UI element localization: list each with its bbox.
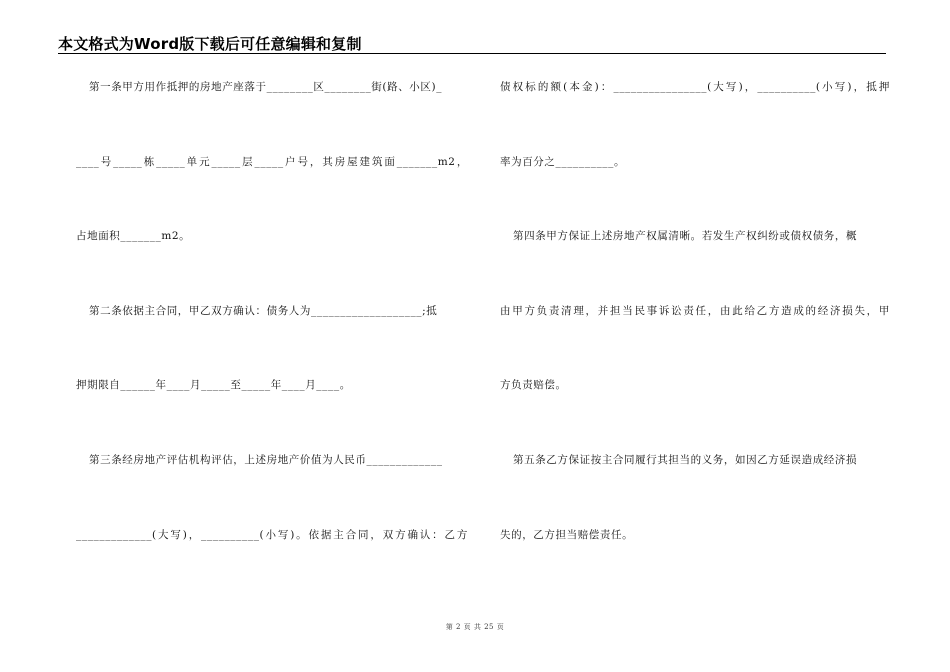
right-line-1: 债权标的额(本金)：________________(大写)，__________(小写)，抵押: [500, 81, 890, 93]
left-line-3: 占地面积_______m2。: [76, 230, 191, 242]
right-line-4: 由甲方负责清理，并担当民事诉讼责任，由此给乙方造成的经济损失，甲: [500, 305, 890, 317]
left-line-1: 第一条甲方用作抵押的房地产座落于________区________街(路、小区)_: [89, 81, 443, 93]
left-line-4: 第二条依据主合同，甲乙双方确认：债务人为___________________;抵: [89, 305, 438, 317]
right-line-5: 方负责赔偿。: [500, 379, 567, 391]
left-line-6: 第三条经房地产评估机构评估，上述房地产价值为人民币_____________: [89, 454, 443, 466]
right-line-7: 失的，乙方担当赔偿责任。: [500, 529, 634, 541]
left-line-5: 押期限自______年____月_____至_____年____月____。: [76, 379, 351, 391]
document-header-title: 本文格式为Word版下载后可任意编辑和复制: [58, 35, 362, 53]
right-text-column: [500, 0, 890, 672]
right-line-3: 第四条甲方保证上述房地产权属清晰。若发生产权纠纷或债权债务，概: [513, 230, 858, 242]
page-number-footer: 第 2 页 共 25 页: [445, 623, 505, 631]
left-line-2: ____号_____栋_____单元_____层_____户号，其房屋建筑面_______m2，: [76, 156, 468, 168]
left-line-7: _____________(大写)，__________(小写)。依据主合同，双方确认：乙方: [76, 529, 468, 541]
left-text-column: [76, 0, 468, 672]
right-line-2: 率为百分之__________。: [500, 156, 626, 168]
right-line-6: 第五条乙方保证按主合同履行其担当的义务，如因乙方延误造成经济损: [513, 454, 858, 466]
